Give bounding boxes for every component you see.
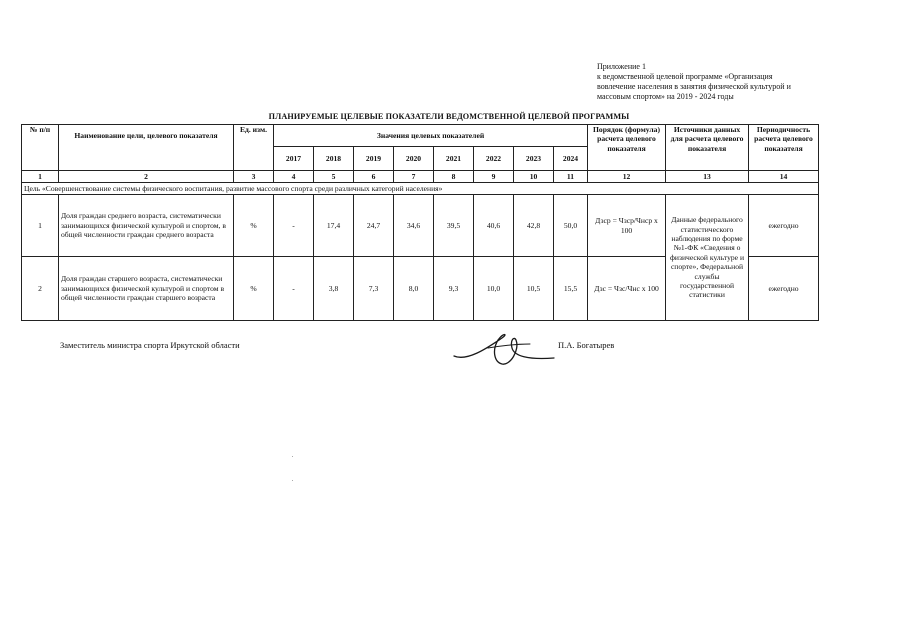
period-cell: ежегодно: [749, 257, 819, 321]
appendix-line: к ведомственной целевой программе «Организация: [597, 72, 773, 81]
column-number: 4: [274, 171, 314, 183]
header-year: 2023: [514, 147, 554, 171]
value-cell: 42,8: [514, 195, 554, 257]
unit-cell: %: [234, 195, 274, 257]
header-year: 2017: [274, 147, 314, 171]
header-year: 2021: [434, 147, 474, 171]
appendix-line: вовлечение населения в занятия физической культурой и: [597, 82, 791, 91]
value-cell: 34,6: [394, 195, 434, 257]
value-cell: 9,3: [434, 257, 474, 321]
column-number: 8: [434, 171, 474, 183]
column-number-row: [22, 171, 819, 183]
value-cell: 24,7: [354, 195, 394, 257]
header-year: 2024: [554, 147, 588, 171]
indicator-name: Доля граждан среднего возраста, систематически занимающихся физической культурой и спортом, в общей численности граждан среднего возраста: [59, 195, 234, 257]
method-cell: Дзс = Чзс/Чнс х 100: [588, 257, 666, 321]
column-number: 14: [749, 171, 819, 183]
table-row: [22, 195, 819, 257]
signer-position: Заместитель министра спорта Иркутской области: [60, 340, 240, 350]
value-cell: 17,4: [314, 195, 354, 257]
column-number: 9: [474, 171, 514, 183]
value-cell: 15,5: [554, 257, 588, 321]
indicator-name: Доля граждан старшего возраста, систематически занимающихся физической культурой и спортом в общей численности граждан старшего возраста: [59, 257, 234, 321]
header-year: 2022: [474, 147, 514, 171]
value-cell: 8,0: [394, 257, 434, 321]
value-cell: -: [274, 195, 314, 257]
column-number: 13: [666, 171, 749, 183]
value-cell: -: [274, 257, 314, 321]
column-number: 2: [59, 171, 234, 183]
value-cell: 50,0: [554, 195, 588, 257]
header-name: Наименование цели, целевого показателя: [59, 125, 234, 171]
signature: [450, 326, 560, 370]
value-cell: 10,0: [474, 257, 514, 321]
scan-speck: [292, 480, 293, 481]
value-cell: 39,5: [434, 195, 474, 257]
goal-row: [22, 183, 819, 195]
value-cell: 3,8: [314, 257, 354, 321]
value-cell: 7,3: [354, 257, 394, 321]
period-cell: ежегодно: [749, 195, 819, 257]
column-number: 10: [514, 171, 554, 183]
header-year: 2019: [354, 147, 394, 171]
row-number: 2: [22, 257, 59, 321]
indicators-table: [21, 124, 819, 321]
column-number: 6: [354, 171, 394, 183]
column-number: 1: [22, 171, 59, 183]
value-cell: 40,6: [474, 195, 514, 257]
column-number: 7: [394, 171, 434, 183]
column-number: 5: [314, 171, 354, 183]
scan-speck: [292, 456, 293, 457]
sources-cell: Данные федерального статистического наблюдения по форме №1-ФК «Сведения о физической культуре и спорте», Федеральной службы государственной статистики: [666, 195, 749, 321]
value-cell: 10,5: [514, 257, 554, 321]
header-values-group: Значения целевых показателей: [274, 125, 588, 147]
header-period: Периодичность расчета целевого показателя: [749, 125, 819, 171]
header-method: Порядок (формула) расчета целевого показателя: [588, 125, 666, 171]
document-title: ПЛАНИРУЕМЫЕ ЦЕЛЕВЫЕ ПОКАЗАТЕЛИ ВЕДОМСТВЕННОЙ ЦЕЛЕВОЙ ПРОГРАММЫ: [268, 112, 630, 121]
column-number: 11: [554, 171, 588, 183]
method-cell: Дзср = Чзср/Чнср х 100: [588, 195, 666, 257]
row-number: 1: [22, 195, 59, 257]
header-unit: Ед. изм.: [234, 125, 274, 171]
signer-name: П.А. Богатырев: [558, 340, 615, 350]
unit-cell: %: [234, 257, 274, 321]
header-year: 2018: [314, 147, 354, 171]
header-year: 2020: [394, 147, 434, 171]
appendix-block: [597, 62, 837, 102]
header-no: № п/п: [22, 125, 59, 171]
header-row: [22, 125, 819, 147]
column-number: 3: [234, 171, 274, 183]
appendix-line: Приложение 1: [597, 62, 646, 71]
appendix-line: массовым спортом» на 2019 - 2024 годы: [597, 92, 734, 101]
header-sources: Источники данных для расчета целевого показателя: [666, 125, 749, 171]
column-number: 12: [588, 171, 666, 183]
goal-text: Цель «Совершенствование системы физического воспитания, развитие массового спорта среди различных категорий населения»: [22, 183, 819, 195]
